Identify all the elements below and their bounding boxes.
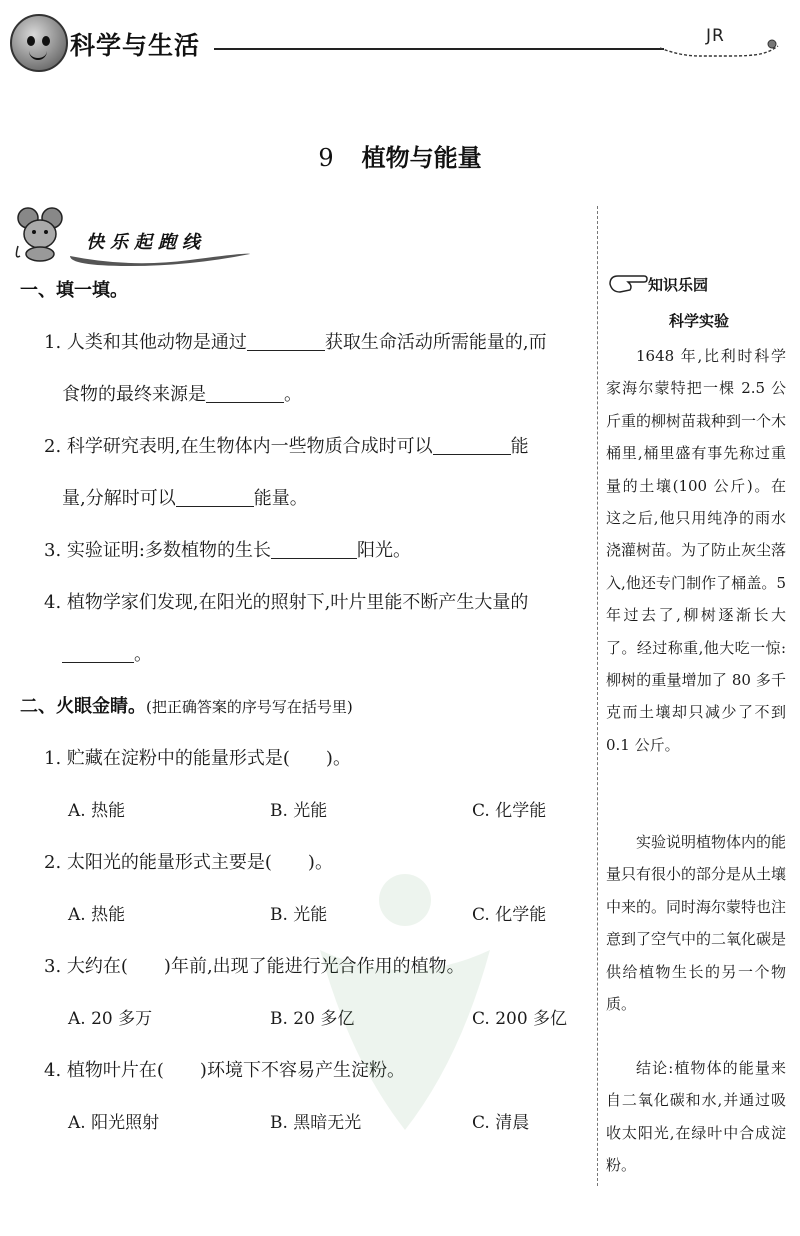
question-text: 2. 太阳光的能量形式主要是(: [44, 852, 272, 873]
page-title: [0, 138, 800, 173]
watermark-leaf-icon: [300, 860, 510, 1140]
badge-label: 快乐起跑线: [86, 232, 206, 253]
question-text: 1. 人类和其他动物是通过: [44, 332, 247, 353]
column-divider: [597, 206, 598, 1186]
question-text: 食物的最终来源是: [62, 384, 206, 405]
section-title-fill-in: 一、填一填。: [20, 280, 128, 301]
option-a: A. 热能: [68, 801, 126, 821]
question-text: 。: [134, 644, 152, 665]
question-3: [44, 536, 590, 562]
sidebar-paragraph-3: 结论:植物体的能量来自二氧化碳和水,并通过吸收太阳光,在绿叶中合成淀粉。: [606, 1059, 786, 1175]
question-text: 获取生命活动所需能量的,而: [324, 332, 547, 353]
option-c: C. 200 多亿: [472, 1009, 568, 1029]
choice-question-1: [44, 744, 590, 770]
question-text: 3. 大约在(: [44, 956, 128, 977]
question-text: 3. 实验证明:多数植物的生长: [44, 540, 271, 561]
answer-blank[interactable]: [433, 436, 511, 455]
question-2-continued: [62, 484, 608, 510]
question-text: 能: [510, 436, 529, 457]
pointing-hand-icon: [608, 270, 648, 296]
option-b: B. 20 多亿: [270, 1009, 355, 1029]
question-4-continued: [62, 640, 608, 666]
mascot-logo-icon: [10, 14, 68, 72]
question-text: 量,分解时可以: [62, 488, 176, 509]
option-c: C. 清晨: [472, 1113, 530, 1133]
question-text: )。: [325, 748, 351, 769]
question-text: 。: [284, 384, 302, 405]
question-text: 1. 贮藏在淀粉中的能量形式是(: [44, 748, 290, 769]
badge-swoosh-icon: [70, 250, 250, 270]
question-4: [44, 588, 590, 614]
option-b: B. 光能: [270, 801, 328, 821]
section-title-multiple-choice: [20, 692, 353, 718]
lesson-number: 9: [318, 144, 334, 172]
option-b: B. 黑暗无光: [270, 1113, 362, 1133]
option-a: A. 阳光照射: [68, 1113, 160, 1133]
question-text: )年前,出现了能进行光合作用的植物。: [163, 956, 465, 977]
brand-title: 科学与生活: [70, 31, 201, 60]
option-a: A. 20 多万: [68, 1009, 153, 1029]
question-text: 4. 植物学家们发现,在阳光的照射下,叶片里能不断产生大量的: [44, 592, 529, 613]
question-text: 阳光。: [356, 540, 411, 561]
question-1-continued: [62, 380, 608, 406]
option-a: A. 热能: [68, 905, 126, 925]
question-text: 2. 科学研究表明,在生物体内一些物质合成时可以: [44, 436, 433, 457]
answer-blank[interactable]: [176, 488, 254, 507]
header-rule: [214, 48, 664, 50]
question-2: [44, 432, 590, 458]
option-b: B. 光能: [270, 905, 328, 925]
sidebar-paragraph-1: 1648 年,比利时科学家海尔蒙特把一棵 2.5 公斤重的柳树苗栽种到一个木桶里,桶里盛有事先称过重量的土壤(100 公斤)。在这之后,他只用纯净的雨水浇灌树苗。为了防止灰尘落入,他还专门制作了桶盖。5 年过去了,柳树逐渐长大了。经过称重,他大吃一惊:柳树的重量增加了 80 多千克而土壤却只减少了不到 0.1 公斤。: [606, 347, 787, 754]
question-1: [44, 328, 590, 354]
option-c: C. 化学能: [472, 905, 547, 925]
option-c: C. 化学能: [472, 801, 547, 821]
section-title-text: 二、火眼金睛。: [20, 696, 146, 717]
series-code: JR: [706, 26, 725, 46]
question-text: 能量。: [253, 488, 308, 509]
mouse-mascot-icon: [12, 206, 74, 262]
question-text: 4. 植物叶片在(: [44, 1060, 164, 1081]
sidebar-subheading: 科学实验: [668, 312, 729, 330]
lesson-title: 植物与能量: [361, 144, 482, 172]
sidebar-paragraph-2: 实验说明植物体内的能量只有很小的部分是从土壤中来的。同时海尔蒙特也注意到了空气中的二氧化碳是供给植物生长的另一个物质。: [606, 833, 787, 1014]
question-text: )。: [307, 852, 333, 873]
question-text: )环境下不容易产生淀粉。: [199, 1060, 405, 1081]
answer-blank[interactable]: [62, 644, 134, 663]
answer-blank[interactable]: [271, 540, 357, 559]
section-note: (把正确答案的序号写在括号里): [146, 698, 353, 716]
answer-blank[interactable]: [247, 332, 325, 351]
answer-blank[interactable]: [206, 384, 284, 403]
sidebar-heading: 知识乐园: [648, 276, 709, 294]
